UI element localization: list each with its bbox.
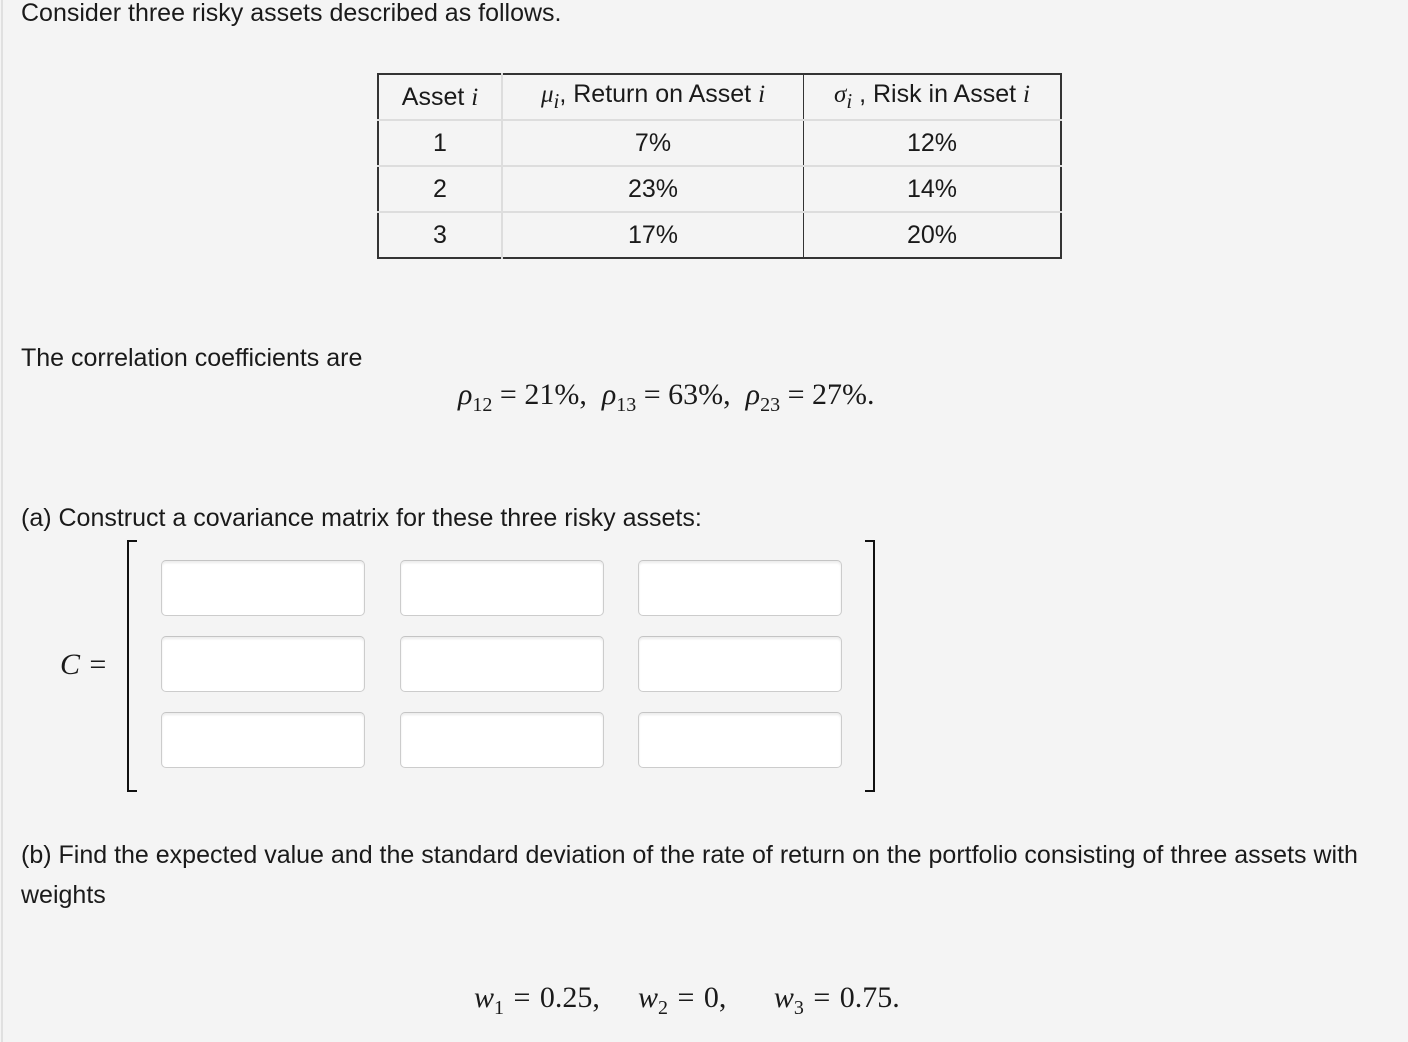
cell: 2 (378, 166, 502, 212)
header-risk: $\sigma_i$ , Risk in Asset i (834, 80, 1030, 113)
cell: 1 (378, 120, 502, 166)
header-asset: Asset i (378, 74, 502, 120)
cell: 20% (804, 212, 1062, 258)
left-border (1, 0, 3, 1042)
correlation-equation: $\rho_{12} = 21\%$, $\rho_{13} = 63\%$, $\rho_{23} = 27\%$. (458, 378, 875, 416)
matrix-input-2-2[interactable] (400, 636, 604, 692)
cell: 3 (378, 212, 502, 258)
table-row (378, 120, 1061, 166)
table-row (378, 212, 1061, 258)
cell: 12% (804, 120, 1062, 166)
assets-table (377, 73, 1062, 259)
right-bracket (865, 540, 875, 792)
header-return: $\mu_i$, Return on Asset i (502, 74, 804, 120)
cell: 14% (804, 166, 1062, 212)
matrix-input-3-1[interactable] (161, 712, 365, 768)
matrix-label: C = (60, 648, 108, 681)
cell: 17% (502, 212, 804, 258)
matrix-input-1-1[interactable] (161, 560, 365, 616)
left-bracket (127, 540, 137, 792)
intro-text: Consider three risky assets described as follows. (21, 0, 562, 27)
weights-equation: $w_1 = 0.25$, $w_2 = 0$, $w_3 = 0.75$. (474, 981, 900, 1019)
table-header (378, 74, 1061, 120)
cell: 7% (502, 120, 804, 166)
matrix-input-2-3[interactable] (638, 636, 842, 692)
part-b-text: (b) Find the expected value and the standard deviation of the rate of return on the portfolio consisting of three assets with weights (21, 841, 1358, 909)
matrix-input-1-2[interactable] (400, 560, 604, 616)
matrix-input-3-2[interactable] (400, 712, 604, 768)
correlation-intro: The correlation coefficients are (21, 344, 363, 372)
matrix-input-3-3[interactable] (638, 712, 842, 768)
cell: 23% (502, 166, 804, 212)
matrix-input-2-1[interactable] (161, 636, 365, 692)
table-row (378, 166, 1061, 212)
matrix-input-1-3[interactable] (638, 560, 842, 616)
part-a-text: (a) Construct a covariance matrix for these three risky assets: (21, 504, 702, 532)
